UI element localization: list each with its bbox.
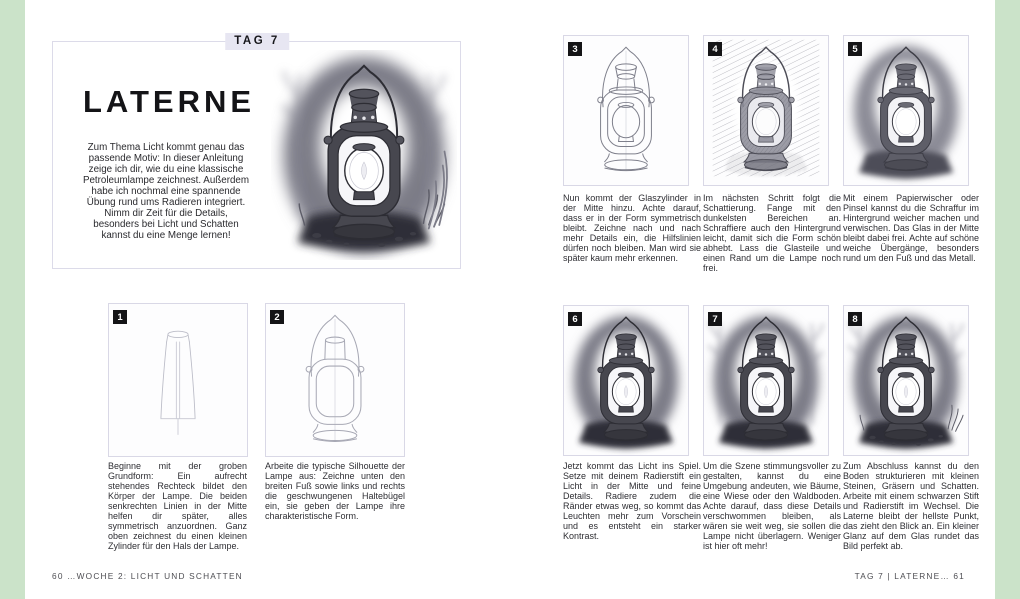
right-page-footer: TAG 7 | LATERNE… 61 [854, 571, 965, 581]
day-badge: TAG 7 [225, 33, 289, 50]
lantern-sketch-stage-6 [564, 306, 688, 455]
step-illustration-7 [703, 305, 829, 456]
step-caption: Um die Szene stimmungsvoller zu gestalten, kannst du eine Umgebung andeuten, wie Bäume, eine Wiese oder den Waldboden. Achte darauf, dass diese Details verschwommen bleiben, als wären sie weit weg, sie sollen die Lampe nicht überlagern. Weniger ist hier oft mehr! [703, 461, 841, 551]
step-caption: Arbeite die typische Silhouette der Lampe aus: Zeichne unten den breiten Fuß sowie links und rechts die geschwungenen Haltebügel ein, sie geben der Lampe ihre charakteristische Form. [265, 461, 405, 521]
lantern-sketch-stage-5 [844, 36, 968, 185]
step-illustration-8 [843, 305, 969, 456]
step-illustration-4 [703, 35, 829, 186]
step-number-badge: 5 [848, 42, 862, 56]
step-number-badge: 6 [568, 312, 582, 326]
step-number-badge: 4 [708, 42, 722, 56]
green-margin-right [995, 0, 1020, 599]
step-illustration-6 [563, 305, 689, 456]
step-caption: Im nächsten Schritt folgt die Schattierung. Fange mit den dunkelsten Bereichen an. Schraffiere auch den Hintergrund leicht, damit sich die Form schön abhebt. Lass die Glasteile und einen Rand um die Lampe noch frei. [703, 193, 841, 273]
left-page-footer: 60 …WOCHE 2: LICHT UND SCHATTEN [52, 571, 243, 581]
lantern-sketch-stage-8 [844, 306, 968, 455]
hero-lantern-illustration [271, 50, 457, 260]
step-caption: Zum Abschluss kannst du den Boden strukturieren mit kleinen Steinen, Gräsern und Schatten. Arbeite mit einem schwarzen Stift und Radierstift im Wechsel. Die Laterne bleibt der hellste Punkt, das zieht den Blick an. Ein kleiner Glanz auf dem Glas rundet das Bild perfekt ab. [843, 461, 979, 551]
green-margin-left [0, 0, 25, 599]
step-number-badge: 3 [568, 42, 582, 56]
lantern-sketch-stage-1 [109, 304, 247, 456]
step-illustration-5 [843, 35, 969, 186]
step-illustration-2 [265, 303, 405, 457]
page-title: LATERNE [82, 84, 256, 119]
lantern-sketch-stage-4 [704, 36, 828, 185]
lantern-sketch-stage-3 [564, 36, 688, 185]
step-illustration-3 [563, 35, 689, 186]
step-caption: Beginne mit der groben Grundform: Ein aufrecht stehendes Rechteck bildet den Körper der Lampe. Die beiden senkrechten Linien in der Mitte helfen dir später, alles symmetrisch anzuordnen. Ganz oben zeichnest du einen kleinen Zylinder für den Hals der Lampe. [108, 461, 247, 551]
step-number-badge: 2 [270, 310, 284, 324]
step-caption: Nun kommt der Glaszylinder in der Mitte hinzu. Achte darauf, dass er in der Form symmetrisch bleibt. Zeichne nach und nach mehr Details ein, die Hilfslinien dürfen noch bleiben. Man wird sie später kaum mehr erkennen. [563, 193, 701, 263]
step-illustration-1 [108, 303, 248, 457]
step-number-badge: 1 [113, 310, 127, 324]
lantern-sketch-stage-2 [266, 304, 404, 456]
intro-text: Zum Thema Licht kommt genau das passende Motiv: In dieser Anleitung zeige ich dir, wie du eine klassische Petroleumlampe zeichnest. Außerdem habe ich nochmal eine spannende Übung rund ums Radieren integriert. Nimm dir Zeit für die Details, besonders bei Licht und Schatten kannst du eine Menge lernen! [82, 142, 250, 241]
step-number-badge: 8 [848, 312, 862, 326]
step-caption: Mit einem Papierwischer oder Pinsel kannst du die Schraffur im Hintergrund weicher machen und verwischen. Das Glas in der Mitte bleibt dabei frei. Achte auf schöne weiche Übergänge, besonders rund um den Fuß und das Metall. [843, 193, 979, 263]
intro-panel [52, 41, 461, 269]
lantern-sketch-stage-7 [704, 306, 828, 455]
step-caption: Jetzt kommt das Licht ins Spiel. Setze mit deinem Radierstift ein Licht in der Mitte und feine Details. Radiere zudem die Ränder etwas weg, so kommt das Leuchten mehr zum Vorschein und es entsteht ein starker Kontrast. [563, 461, 701, 541]
step-number-badge: 7 [708, 312, 722, 326]
